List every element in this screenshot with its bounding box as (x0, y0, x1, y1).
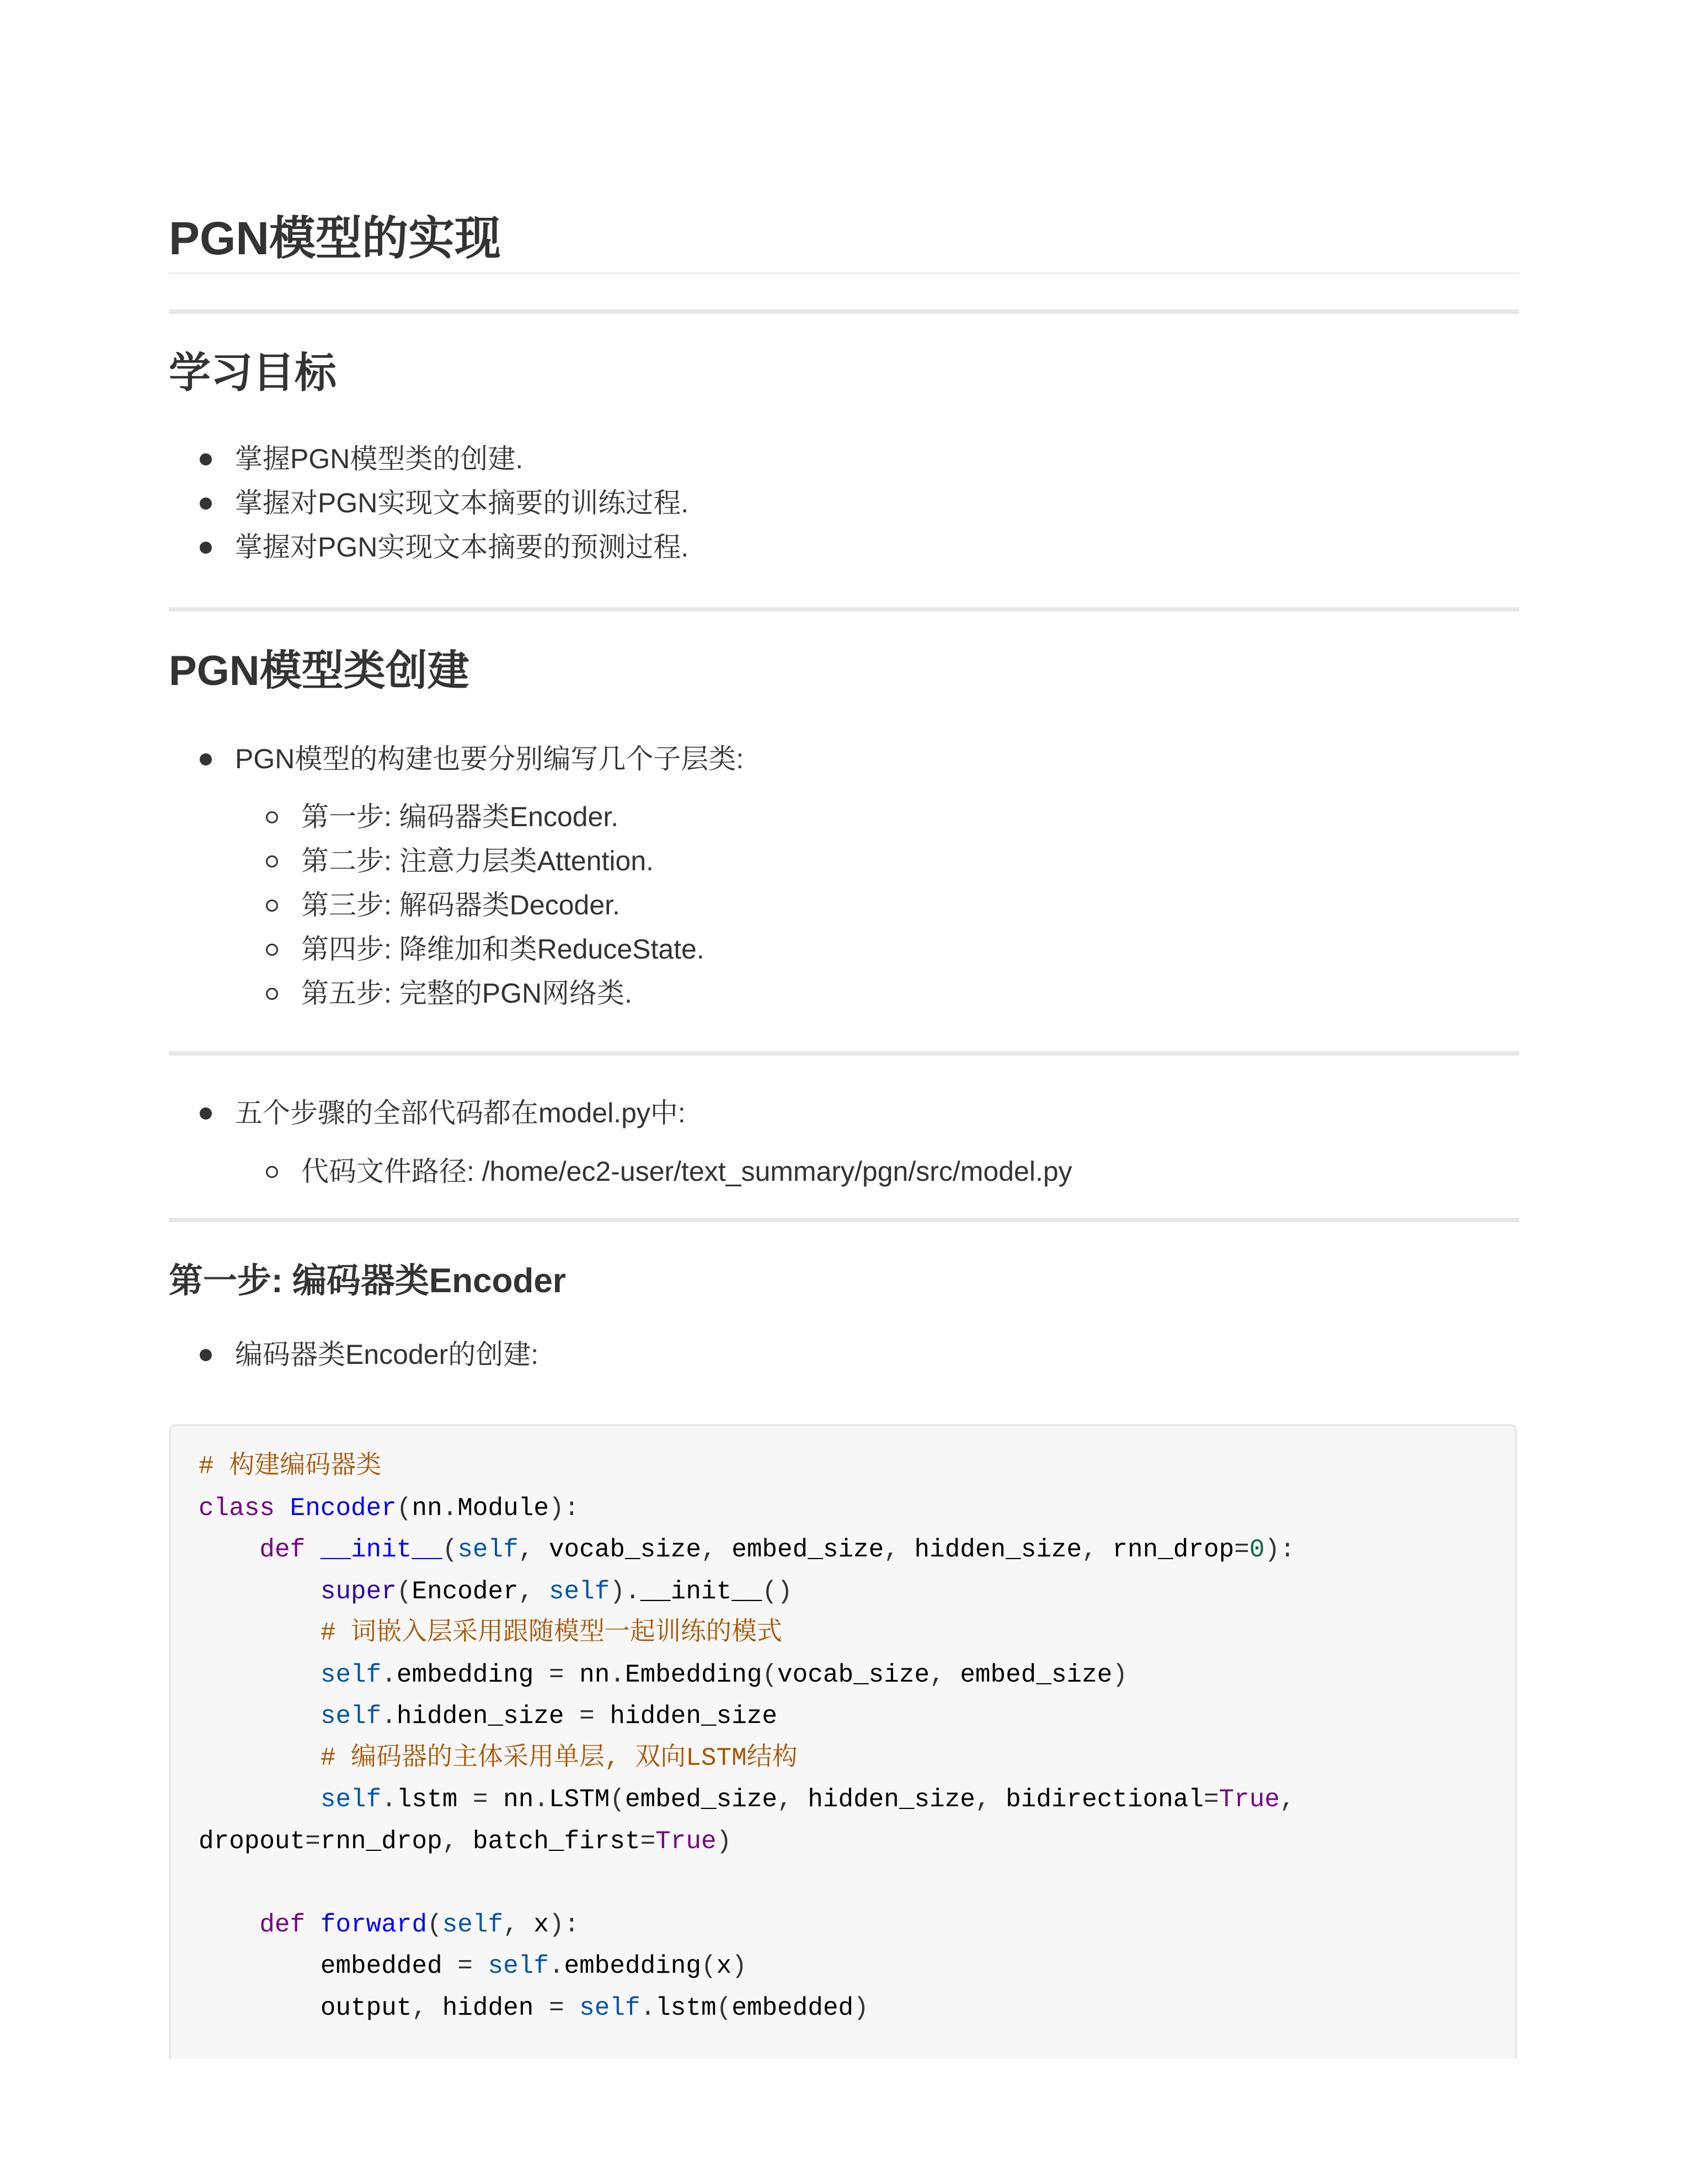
code-token-punct: . (533, 1785, 549, 1814)
step-text: 第一步: 编码器类Encoder. (301, 801, 619, 832)
step-text: 第五步: 完整的PGN网络类. (301, 978, 633, 1009)
code-token-plain: embed_size (960, 1660, 1113, 1689)
bullet-circle-icon (266, 900, 278, 912)
intro-text: PGN模型的构建也要分别编写几个子层类: (235, 743, 744, 774)
code-token-punct: , (975, 1785, 1006, 1814)
code-token-punct: , (930, 1660, 960, 1689)
bullet-disc-icon (200, 542, 212, 554)
code-token-plain: embedded (731, 1993, 854, 2022)
bullet-circle-icon (266, 855, 278, 868)
code-token-plain: hidden_size (914, 1535, 1082, 1564)
bullet-disc-icon (200, 753, 212, 766)
code-token-def: forward (320, 1910, 428, 1939)
code-line (199, 1738, 1295, 1780)
step-text: 第三步: 解码器类Decoder. (301, 890, 620, 920)
step-text: 第二步: 注意力层类Attention. (301, 845, 654, 876)
divider (169, 309, 1519, 314)
code-token-plain: embedded (320, 1952, 442, 1980)
code-token-comment: # 编码器的主体采用单层, 双向LSTM结构 (320, 1743, 798, 1773)
code-token-punct: ). (610, 1577, 640, 1606)
section-heading-objectives: 学习目标 (169, 350, 336, 397)
code-line (199, 1446, 1295, 1488)
title-underline (169, 272, 1519, 274)
code-location-text: 五个步骤的全部代码都在model.py中: (235, 1098, 686, 1128)
code-token-plain (199, 1661, 320, 1689)
code-token-punct: ) (716, 1827, 732, 1856)
code-token-plain (199, 1702, 320, 1731)
code-token-punct: . (610, 1660, 625, 1689)
code-token-plain (305, 1535, 320, 1564)
code-token-punct: ( (716, 1993, 732, 2022)
code-token-punct: = (305, 1827, 320, 1856)
divider (169, 1051, 1519, 1056)
code-token-self: self (579, 1993, 640, 2022)
code-token-punct: . (381, 1702, 397, 1731)
list-item-intro (235, 737, 744, 781)
code-token-punct: , (1082, 1535, 1113, 1564)
code-token-plain (199, 1577, 320, 1606)
code-token-punct: ( (396, 1577, 412, 1606)
code-token-plain: nn (503, 1785, 534, 1814)
code-token-plain: embed_size (624, 1785, 778, 1814)
step-item (301, 795, 618, 839)
code-token-punct: () (762, 1577, 793, 1606)
objective-text: 掌握PGN模型类的创建. (235, 443, 524, 474)
code-token-plain: nn (412, 1494, 442, 1523)
step1-intro-text: 编码器类Encoder的创建: (235, 1339, 539, 1370)
code-token-plain: LSTM (548, 1785, 610, 1814)
code-line (199, 1946, 1295, 1988)
code-token-punct: = (640, 1827, 656, 1856)
code-token-plain (199, 1952, 320, 1980)
bullet-circle-icon (266, 811, 278, 823)
code-token-punct: . (381, 1660, 397, 1689)
objective-text: 掌握对PGN实现文本摘要的训练过程. (235, 488, 689, 518)
objective-text: 掌握对PGN实现文本摘要的预测过程. (235, 532, 689, 563)
code-token-atom: True (1219, 1785, 1280, 1814)
code-token-punct: = (442, 1952, 488, 1980)
objective-item (235, 437, 523, 481)
code-token-plain: vocab_size (777, 1660, 930, 1689)
code-line (199, 1488, 1295, 1530)
code-token-punct: . (442, 1494, 458, 1523)
bullet-circle-icon (266, 1166, 278, 1178)
code-token-plain: Embedding (624, 1660, 762, 1689)
code-token-plain: Module (457, 1494, 549, 1523)
code-token-self: self (548, 1577, 610, 1606)
code-token-plain (199, 1869, 214, 1897)
code-token-plain: hidden_size (610, 1702, 778, 1731)
section-heading-model-class: PGN模型类创建 (169, 647, 469, 694)
code-token-plain (305, 1910, 320, 1939)
code-token-plain: x (533, 1910, 549, 1939)
code-token-plain: __init__ (640, 1577, 762, 1606)
code-token-punct: . (381, 1785, 397, 1814)
step-item (301, 927, 704, 971)
code-token-keyword: def (259, 1535, 306, 1564)
bullet-circle-icon (266, 988, 278, 1000)
code-token-keyword: class (199, 1494, 275, 1523)
code-token-punct: = (533, 1660, 580, 1689)
code-token-self: self (320, 1702, 382, 1731)
code-token-punct: , (518, 1577, 549, 1606)
code-content[interactable] (199, 1446, 1295, 2029)
code-token-plain: embedding (564, 1952, 701, 1980)
divider (169, 607, 1519, 612)
code-token-punct: ) (853, 1993, 869, 2022)
code-token-plain: lstm (396, 1785, 458, 1814)
code-token-punct: , (442, 1827, 473, 1856)
code-line (199, 1529, 1295, 1571)
code-token-comment: # 词嵌入层采用跟随模型一起训练的模式 (320, 1619, 783, 1647)
code-token-plain: rnn_drop (320, 1827, 442, 1856)
list-item-step1-intro (235, 1332, 538, 1377)
bullet-disc-icon (200, 1349, 212, 1361)
code-token-punct: ( (442, 1535, 458, 1564)
subsection-heading-step1: 第一步: 编码器类Encoder (169, 1262, 566, 1300)
code-line (199, 1779, 1295, 1821)
code-path-text: 代码文件路径: /home/ec2-user/text_summary/pgn/src/model.py (301, 1156, 1072, 1187)
bullet-disc-icon (200, 453, 212, 465)
code-line (199, 1988, 1295, 2030)
code-token-punct: = (1234, 1535, 1249, 1564)
code-token-punct: = (1203, 1785, 1219, 1814)
code-token-builtin: super (320, 1577, 397, 1606)
code-token-self: self (457, 1535, 519, 1564)
code-token-punct: ) (1112, 1660, 1128, 1689)
code-token-punct: ( (396, 1494, 412, 1523)
code-line (199, 1696, 1295, 1738)
code-token-plain: rnn_drop (1112, 1535, 1235, 1564)
code-line (199, 1904, 1295, 1946)
code-token-plain: Encoder (412, 1577, 519, 1606)
code-token-plain (199, 1785, 320, 1814)
code-token-plain: hidden_size (808, 1785, 975, 1814)
code-token-punct: ( (427, 1910, 442, 1939)
code-token-punct: , (412, 1993, 442, 2022)
code-token-plain: output (320, 1993, 412, 2022)
code-token-punct: , (518, 1535, 549, 1564)
code-token-plain: hidden (442, 1993, 534, 2022)
page-title: PGN模型的实现 (169, 212, 501, 264)
code-token-plain: embed_size (731, 1535, 884, 1564)
code-token-keyword: def (259, 1910, 306, 1939)
code-token-punct: , (884, 1535, 915, 1564)
code-token-number: 0 (1249, 1535, 1265, 1564)
code-line (199, 1655, 1295, 1696)
code-token-plain (199, 1994, 320, 2022)
step-item (301, 839, 654, 883)
code-line (199, 1862, 1295, 1904)
code-line (199, 1613, 1295, 1655)
page-bottom-margin (0, 2059, 1688, 2184)
code-token-plain: embedding (396, 1660, 534, 1689)
code-token-plain: bidirectional (1006, 1785, 1204, 1814)
code-token-plain: nn (579, 1660, 610, 1689)
code-token-plain: x (716, 1952, 732, 1980)
code-token-self: self (320, 1660, 382, 1689)
code-token-plain: dropout (199, 1827, 306, 1856)
code-token-punct: ): (548, 1910, 580, 1939)
code-token-punct: , (701, 1535, 732, 1564)
objective-item (235, 525, 688, 569)
code-token-punct: ( (762, 1660, 778, 1689)
objective-item (235, 481, 688, 525)
code-token-plain: hidden_size (396, 1702, 564, 1731)
code-token-punct: . (548, 1952, 564, 1980)
code-token-punct: ( (701, 1952, 717, 1980)
code-token-atom: True (655, 1827, 717, 1856)
bullet-circle-icon (266, 944, 278, 956)
code-token-punct: = (533, 1993, 580, 2022)
code-token-plain (199, 1744, 320, 1773)
code-token-plain (199, 1619, 320, 1647)
step-item (301, 971, 632, 1015)
code-token-punct: , (777, 1785, 808, 1814)
code-token-punct: , (1280, 1785, 1295, 1814)
code-token-punct: = (457, 1785, 504, 1814)
code-token-punct: ( (610, 1785, 625, 1814)
code-line (199, 1821, 1295, 1863)
code-token-punct: , (503, 1910, 534, 1939)
code-token-plain (275, 1494, 290, 1523)
code-token-plain: lstm (655, 1993, 717, 2022)
code-token-def: Encoder (290, 1494, 397, 1523)
code-token-punct: ) (731, 1952, 747, 1980)
code-line (199, 1571, 1295, 1613)
step-item (301, 883, 620, 927)
code-token-punct: ): (1264, 1535, 1295, 1564)
code-token-self: self (320, 1785, 382, 1814)
bullet-disc-icon (200, 497, 212, 510)
code-token-self: self (442, 1910, 504, 1939)
code-token-punct: . (640, 1993, 656, 2022)
list-item-code-location (235, 1091, 686, 1135)
code-token-punct: ): (548, 1494, 580, 1523)
code-block[interactable] (169, 1424, 1517, 2086)
code-token-punct: = (564, 1702, 610, 1731)
code-token-plain (199, 1910, 259, 1939)
code-token-plain: batch_first (472, 1827, 640, 1856)
code-token-self: self (488, 1952, 549, 1980)
bullet-disc-icon (200, 1107, 212, 1120)
list-item-code-path (301, 1149, 1072, 1193)
code-token-plain (199, 1535, 259, 1564)
code-token-plain: vocab_size (548, 1535, 701, 1564)
code-token-comment: # 构建编码器类 (199, 1452, 382, 1481)
divider (169, 1218, 1519, 1222)
code-token-def: __init__ (320, 1535, 442, 1564)
step-text: 第四步: 降维加和类ReduceState. (301, 934, 704, 965)
